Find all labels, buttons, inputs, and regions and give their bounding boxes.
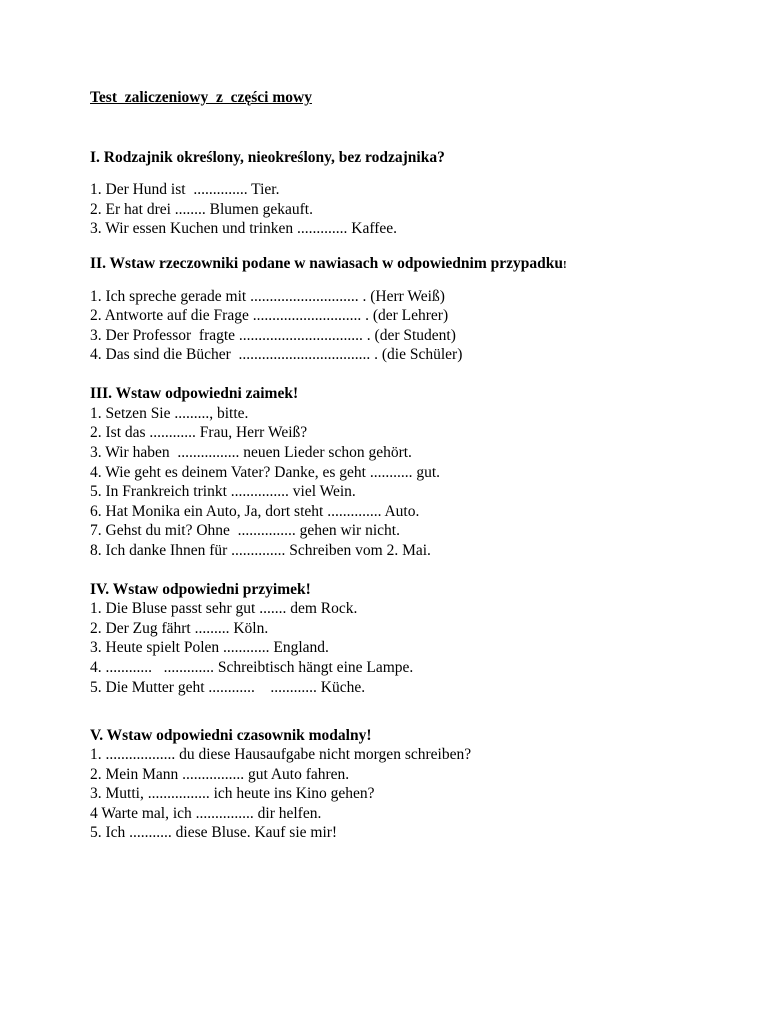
exercise-item: 7. Gehst du mit? Ohne ............... gehen wir nicht. xyxy=(90,522,400,539)
exercise-item: 3. Wir haben ................ neuen Lieder schon gehört. xyxy=(90,444,412,461)
exercise-item: 3. Wir essen Kuchen und trinken ............. Kaffee. xyxy=(90,220,398,237)
exercise-item: 4. Wie geht es deinem Vater? Danke, es geht ........... gut. xyxy=(90,464,441,481)
exercise-item: 4 Warte mal, ich ............... dir helfen. xyxy=(90,805,322,822)
exercise-item: 5. Ich ........... diese Bluse. Kauf sie mir! xyxy=(90,824,338,841)
section-heading: I. Rodzajnik określony, nieokreślony, bez rodzajnika? xyxy=(90,149,445,166)
exercise-item: 5. Die Mutter geht ............ ............ Küche. xyxy=(90,679,366,696)
exercise-item: 1. Der Hund ist .............. Tier. xyxy=(90,181,280,198)
exercise-item: 3. Mutti, ................ ich heute ins Kino gehen? xyxy=(90,785,375,802)
exercise-item: 2. Der Zug fährt ......... Köln. xyxy=(90,620,269,637)
exercise-item: 3. Der Professor fragte ................................ . (der Student) xyxy=(90,327,456,344)
exercise-item: 8. Ich danke Ihnen für .............. Schreiben vom 2. Mai. xyxy=(90,542,431,559)
section-heading xyxy=(90,254,567,275)
exercise-item: 2. Er hat drei ........ Blumen gekauft. xyxy=(90,201,313,218)
exercise-item: 2. Ist das ............ Frau, Herr Weiß? xyxy=(90,424,308,441)
section-heading: III. Wstaw odpowiedni zaimek! xyxy=(90,385,299,402)
exercise-item: 6. Hat Monika ein Auto, Ja, dort steht .............. Auto. xyxy=(90,503,420,520)
page-title: Test zaliczeniowy z części mowy xyxy=(90,89,312,106)
exercise-item: 5. In Frankreich trinkt ............... viel Wein. xyxy=(90,483,356,500)
section-heading-mark: ! xyxy=(562,259,567,271)
exercise-item: 1. .................. du diese Hausaufgabe nicht morgen schreiben? xyxy=(90,746,472,763)
section-heading: IV. Wstaw odpowiedni przyimek! xyxy=(90,581,311,598)
section-heading-text: II. Wstaw rzeczowniki podane w nawiasach w odpowiednim przypadku xyxy=(90,255,563,272)
exercise-item: 4. Das sind die Bücher .................................. . (die Schüler) xyxy=(90,346,463,363)
exercise-item: 4. ............ ............. Schreibtisch hängt eine Lampe. xyxy=(90,659,414,676)
exercise-item: 2. Antworte auf die Frage ............................ . (der Lehrer) xyxy=(90,307,449,324)
exercise-item: 2. Mein Mann ................ gut Auto fahren. xyxy=(90,766,350,783)
exercise-item: 1. Die Bluse passt sehr gut ....... dem Rock. xyxy=(90,600,358,617)
exercise-item: 1. Setzen Sie ........., bitte. xyxy=(90,405,249,422)
exercise-item: 3. Heute spielt Polen ............ England. xyxy=(90,639,329,656)
exercise-item: 1. Ich spreche gerade mit ............................ . (Herr Weiß) xyxy=(90,288,445,305)
section-heading: V. Wstaw odpowiedni czasownik modalny! xyxy=(90,727,372,744)
